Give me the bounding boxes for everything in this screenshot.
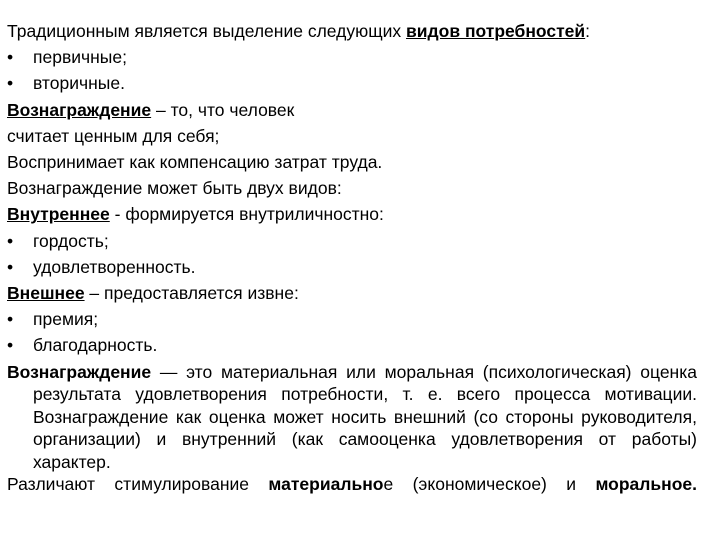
- bullet-secondary: • вторичные.: [7, 70, 697, 96]
- internal-reward-line: [7, 201, 697, 227]
- reward-paragraph-term: Вознаграждение: [7, 361, 152, 382]
- moral-term: моральное.: [595, 474, 697, 495]
- reward-paragraph-text: — это материальная или моральная (психологическая) оценка результата удовлетворения потребности, т. е. всего процесса мотивации. Вознаграждение как оценка может носить внешний (со стороны руководителя, организации) и внутренний (как самооценка удовлетворения от работы) характер.: [33, 361, 697, 472]
- bullet-gratitude: • благодарность.: [7, 332, 697, 358]
- reward-definition-text: – то, что человек: [151, 99, 295, 120]
- slide-content: [7, 18, 697, 496]
- reward-paragraph: [7, 361, 697, 474]
- bullet-pride: • гордость;: [7, 228, 697, 254]
- internal-term: Внутреннее: [7, 204, 110, 225]
- material-term: материально: [268, 474, 384, 495]
- internal-text: - формируется внутриличностно:: [109, 204, 384, 225]
- needs-types-term: видов потребностей: [406, 21, 586, 41]
- two-types-line: Вознаграждение может быть двух видов:: [7, 178, 342, 199]
- needs-intro-line: [7, 18, 697, 44]
- bullet-satisfaction: • удовлетворенность.: [7, 254, 697, 280]
- reward-term: Вознаграждение: [7, 99, 152, 120]
- compensation-line: Воспринимает как компенсацию затрат труда.: [7, 152, 383, 173]
- reward-definition-line: [7, 97, 697, 123]
- stimulation-text-mid: е (экономическое) и: [383, 474, 596, 495]
- needs-intro-text: Традиционным является выделение следующих: [7, 21, 407, 41]
- external-reward-line: [7, 280, 697, 306]
- stimulation-paragraph: [7, 473, 697, 496]
- needs-intro-colon: :: [585, 21, 591, 41]
- external-term: Внешнее: [7, 283, 85, 304]
- bullet-bonus: • премия;: [7, 306, 697, 332]
- bullet-primary: • первичные;: [7, 44, 697, 70]
- external-text: – предоставляется извне:: [84, 283, 299, 304]
- valued-line: считает ценным для себя;: [7, 125, 220, 146]
- stimulation-text-start: Различают стимулирование: [7, 474, 269, 495]
